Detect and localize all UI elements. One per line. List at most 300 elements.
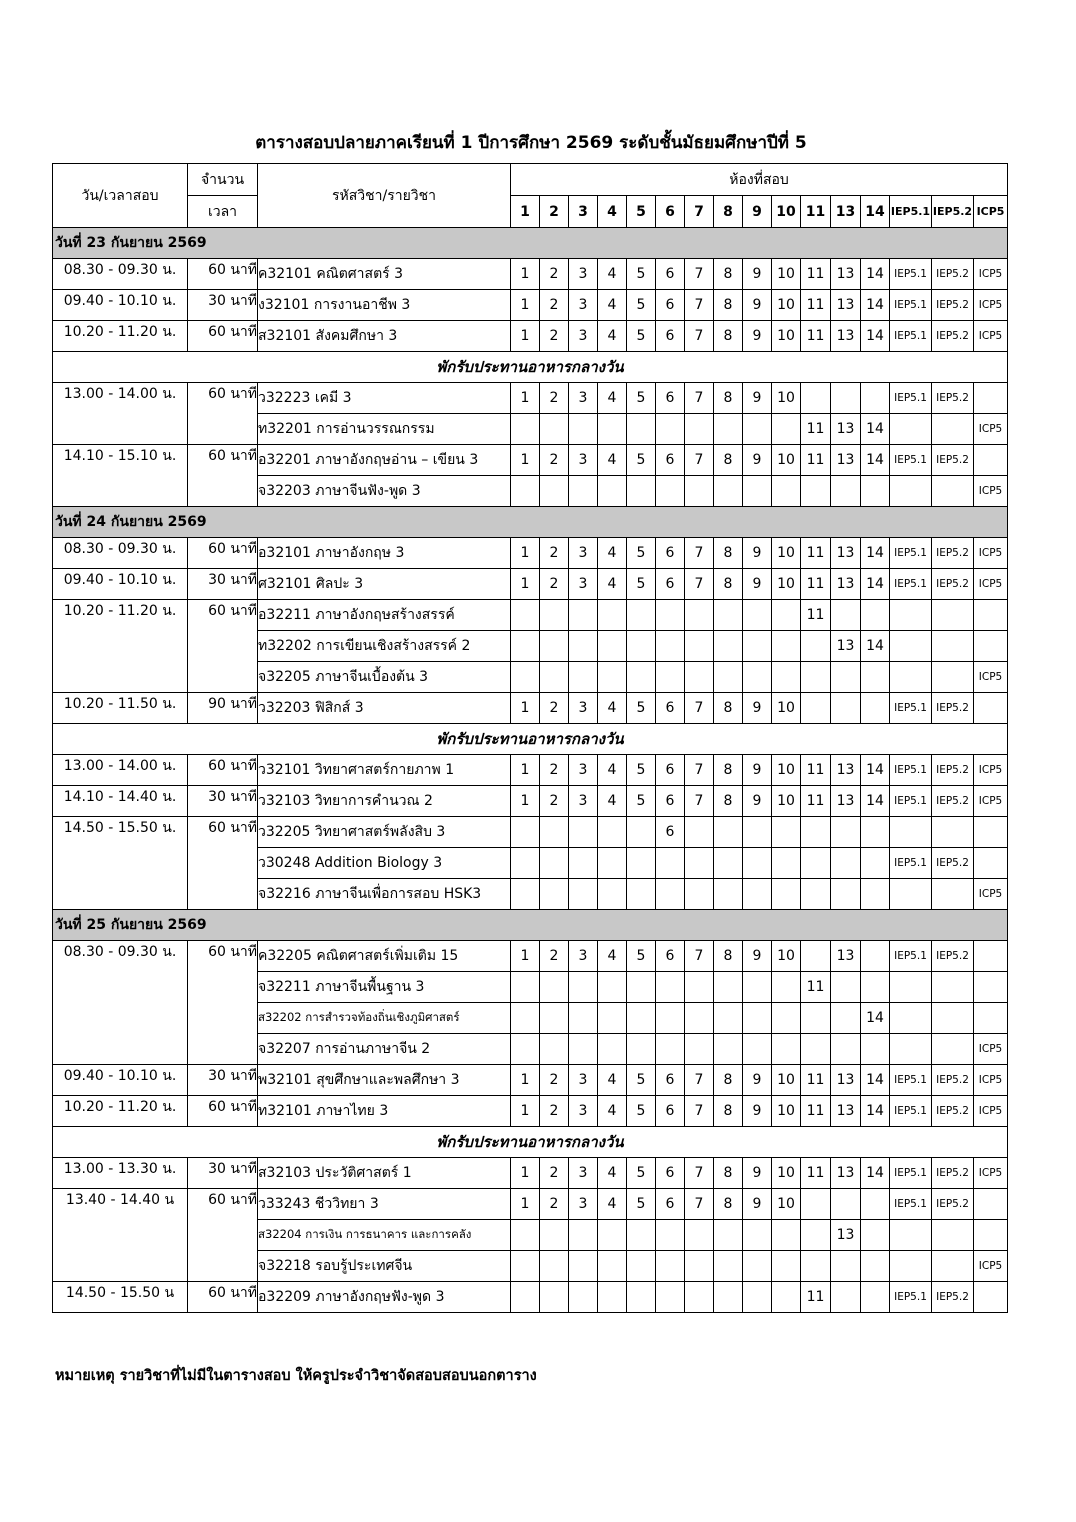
room-cell (627, 848, 656, 879)
room-cell: 13 (831, 941, 861, 972)
room-cell (627, 631, 656, 662)
room-cell (974, 1189, 1008, 1220)
room-cell: 8 (714, 321, 743, 352)
table-row (53, 383, 1008, 414)
exam-duration: 60 นาที (188, 1189, 258, 1282)
room-cell (540, 1220, 569, 1251)
room-cell (890, 1251, 932, 1282)
subject-name: พ32101 สุขศึกษาและพลศึกษา 3 (258, 1065, 511, 1096)
room-cell: ICP5 (974, 1034, 1008, 1065)
room-cell (511, 414, 540, 445)
exam-time: 14.50 - 15.50 น. (53, 817, 188, 910)
room-cell: 3 (569, 941, 598, 972)
room-cell (932, 1220, 974, 1251)
room-cell (714, 1220, 743, 1251)
room-cell (627, 1282, 656, 1313)
room-cell: 10 (772, 693, 801, 724)
room-header: IEP5.1 (890, 196, 932, 228)
room-cell (772, 817, 801, 848)
exam-time: 13.00 - 14.00 น. (53, 383, 188, 445)
room-cell (598, 1220, 627, 1251)
room-cell: 14 (861, 1065, 890, 1096)
table-row (53, 1158, 1008, 1189)
room-cell: ICP5 (974, 1158, 1008, 1189)
lunch-break-label: พักรับประทานอาหารกลางวัน (53, 352, 1008, 383)
room-cell: ICP5 (974, 414, 1008, 445)
room-cell: 9 (743, 259, 772, 290)
room-cell: 11 (801, 786, 831, 817)
room-cell: 1 (511, 1065, 540, 1096)
room-cell: 2 (540, 538, 569, 569)
exam-duration: 60 นาที (188, 1096, 258, 1127)
table-row (53, 1065, 1008, 1096)
room-cell: IEP5.1 (890, 1096, 932, 1127)
room-cell: 8 (714, 1189, 743, 1220)
room-cell (598, 600, 627, 631)
exam-duration: 30 นาที (188, 786, 258, 817)
room-cell: 11 (801, 1096, 831, 1127)
table-row (53, 1282, 1008, 1313)
exam-time: 08.30 - 09.30 น. (53, 538, 188, 569)
room-cell: 10 (772, 1096, 801, 1127)
room-cell: 11 (801, 569, 831, 600)
room-cell: IEP5.2 (932, 569, 974, 600)
room-cell (627, 1034, 656, 1065)
room-cell: IEP5.1 (890, 569, 932, 600)
subject-name: ศ32101 ศิลปะ 3 (258, 569, 511, 600)
exam-time: 13.00 - 13.30 น. (53, 1158, 188, 1189)
room-cell: 7 (685, 1189, 714, 1220)
room-cell (890, 1220, 932, 1251)
room-header: ICP5 (974, 196, 1008, 228)
room-header: 8 (714, 196, 743, 228)
header-subject: รหัสวิชา/รายวิชา (258, 164, 511, 228)
room-cell (714, 1003, 743, 1034)
room-cell: 5 (627, 755, 656, 786)
room-cell (801, 383, 831, 414)
room-cell (801, 662, 831, 693)
room-cell (801, 476, 831, 507)
subject-name: ว32223 เคมี 3 (258, 383, 511, 414)
room-cell: 1 (511, 445, 540, 476)
room-cell (569, 414, 598, 445)
room-cell (974, 941, 1008, 972)
exam-time: 09.40 - 10.10 น. (53, 569, 188, 600)
room-cell (743, 1003, 772, 1034)
room-cell (772, 1220, 801, 1251)
room-cell: 6 (656, 1158, 685, 1189)
room-cell (974, 1003, 1008, 1034)
room-cell: IEP5.1 (890, 848, 932, 879)
room-cell (627, 1003, 656, 1034)
room-cell (540, 1003, 569, 1034)
room-cell: 13 (831, 259, 861, 290)
exam-duration: 60 นาที (188, 383, 258, 445)
room-cell: 13 (831, 569, 861, 600)
room-cell: 6 (656, 693, 685, 724)
room-cell (831, 879, 861, 910)
room-cell (932, 631, 974, 662)
room-cell: 6 (656, 321, 685, 352)
room-cell (743, 848, 772, 879)
room-cell: 13 (831, 1096, 861, 1127)
room-cell (831, 817, 861, 848)
room-cell (656, 1251, 685, 1282)
lunch-break-row (53, 352, 1008, 383)
room-cell (714, 848, 743, 879)
room-cell: 8 (714, 1096, 743, 1127)
room-cell: 2 (540, 786, 569, 817)
footnote: หมายเหตุ รายวิชาที่ไม่มีในตารางสอบ ให้ครูประจำวิชาจัดสอบสอบนอกตาราง (55, 1368, 537, 1384)
exam-duration: 60 นาที (188, 259, 258, 290)
room-cell (831, 662, 861, 693)
room-cell: 13 (831, 445, 861, 476)
table-row (53, 941, 1008, 972)
room-cell (627, 1251, 656, 1282)
room-cell (743, 1251, 772, 1282)
room-cell: 7 (685, 259, 714, 290)
room-cell (656, 1220, 685, 1251)
subject-name: อ32211 ภาษาอังกฤษสร้างสรรค์ (258, 600, 511, 631)
room-cell: 2 (540, 321, 569, 352)
room-cell: 5 (627, 321, 656, 352)
room-cell (831, 848, 861, 879)
room-cell (627, 476, 656, 507)
day-row (53, 507, 1008, 538)
lunch-break-row (53, 1127, 1008, 1158)
room-cell: 9 (743, 445, 772, 476)
room-cell: 7 (685, 569, 714, 600)
room-cell (714, 600, 743, 631)
room-cell: 13 (831, 631, 861, 662)
room-cell (831, 1003, 861, 1034)
subject-name: ว32205 วิทยาศาสตร์พลังสิบ 3 (258, 817, 511, 848)
room-cell: 4 (598, 259, 627, 290)
room-cell (974, 631, 1008, 662)
room-header: 4 (598, 196, 627, 228)
room-cell (540, 1251, 569, 1282)
room-cell: IEP5.2 (932, 259, 974, 290)
room-cell: IEP5.2 (932, 321, 974, 352)
room-cell: 5 (627, 1189, 656, 1220)
room-cell: IEP5.2 (932, 848, 974, 879)
room-cell: 8 (714, 569, 743, 600)
room-cell (714, 972, 743, 1003)
room-cell: 3 (569, 569, 598, 600)
room-cell: 11 (801, 414, 831, 445)
room-cell (801, 631, 831, 662)
subject-name: ส32202 การสำรวจท้องถิ่นเชิงภูมิศาสตร์ (258, 1003, 511, 1034)
room-cell (831, 476, 861, 507)
subject-name: ว32203 ฟิสิกส์ 3 (258, 693, 511, 724)
subject-name: ส32103 ประวัติศาสตร์ 1 (258, 1158, 511, 1189)
room-cell: 7 (685, 941, 714, 972)
room-cell: 14 (861, 321, 890, 352)
room-cell: 10 (772, 538, 801, 569)
room-cell: IEP5.2 (932, 755, 974, 786)
table-row (53, 290, 1008, 321)
room-cell (656, 414, 685, 445)
room-cell (627, 879, 656, 910)
room-cell: 7 (685, 290, 714, 321)
room-cell: 5 (627, 538, 656, 569)
table-row (53, 538, 1008, 569)
exam-duration: 60 นาที (188, 445, 258, 507)
exam-duration: 60 นาที (188, 941, 258, 1065)
room-cell (974, 693, 1008, 724)
room-cell (685, 600, 714, 631)
room-cell: IEP5.2 (932, 693, 974, 724)
room-cell (861, 1220, 890, 1251)
header-rooms: ห้องที่สอบ (511, 164, 1008, 196)
room-cell (540, 476, 569, 507)
room-cell (861, 1189, 890, 1220)
room-cell (890, 972, 932, 1003)
exam-schedule-table (52, 163, 1008, 1313)
room-cell: 14 (861, 1158, 890, 1189)
room-cell: 5 (627, 1065, 656, 1096)
day-label: วันที่ 23 กันยายน 2569 (53, 228, 1008, 259)
room-cell (772, 1282, 801, 1313)
room-cell: ICP5 (974, 755, 1008, 786)
room-cell: 5 (627, 445, 656, 476)
room-cell: 9 (743, 786, 772, 817)
room-cell (685, 1003, 714, 1034)
room-cell (974, 445, 1008, 476)
room-cell: 13 (831, 321, 861, 352)
room-cell: IEP5.1 (890, 383, 932, 414)
room-cell: IEP5.1 (890, 445, 932, 476)
room-cell (540, 662, 569, 693)
room-cell (714, 879, 743, 910)
room-cell: 9 (743, 321, 772, 352)
room-cell: 3 (569, 693, 598, 724)
room-cell: 1 (511, 290, 540, 321)
room-cell (540, 879, 569, 910)
day-row (53, 228, 1008, 259)
room-cell (511, 600, 540, 631)
room-cell: 2 (540, 1189, 569, 1220)
room-cell (598, 662, 627, 693)
room-cell (974, 600, 1008, 631)
room-cell (598, 476, 627, 507)
exam-duration: 30 นาที (188, 569, 258, 600)
day-row (53, 910, 1008, 941)
room-cell: 8 (714, 1065, 743, 1096)
room-cell: 5 (627, 786, 656, 817)
room-cell: 8 (714, 445, 743, 476)
room-cell: 14 (861, 1003, 890, 1034)
room-cell (540, 600, 569, 631)
room-cell: 2 (540, 693, 569, 724)
room-cell: 7 (685, 693, 714, 724)
room-cell (511, 1251, 540, 1282)
room-cell: 6 (656, 259, 685, 290)
room-cell (974, 1220, 1008, 1251)
table-row (53, 786, 1008, 817)
exam-time: 13.00 - 14.00 น. (53, 755, 188, 786)
room-cell: 3 (569, 538, 598, 569)
room-cell: 11 (801, 755, 831, 786)
room-cell: 14 (861, 445, 890, 476)
room-cell: 4 (598, 321, 627, 352)
room-cell: 1 (511, 1096, 540, 1127)
room-cell: 4 (598, 1065, 627, 1096)
room-cell (743, 476, 772, 507)
table-row (53, 1096, 1008, 1127)
room-cell: 6 (656, 383, 685, 414)
lunch-break-label: พักรับประทานอาหารกลางวัน (53, 1127, 1008, 1158)
room-cell (598, 817, 627, 848)
room-cell (890, 476, 932, 507)
room-cell: 4 (598, 786, 627, 817)
room-cell (932, 600, 974, 631)
room-cell: IEP5.1 (890, 755, 932, 786)
room-cell: 14 (861, 786, 890, 817)
room-cell (540, 817, 569, 848)
room-cell (685, 631, 714, 662)
room-header: 3 (569, 196, 598, 228)
room-cell: 9 (743, 693, 772, 724)
room-cell (743, 879, 772, 910)
room-cell (714, 476, 743, 507)
room-cell: 14 (861, 259, 890, 290)
room-cell: ICP5 (974, 290, 1008, 321)
room-cell (540, 631, 569, 662)
room-cell (772, 476, 801, 507)
room-cell: 8 (714, 383, 743, 414)
room-cell: 10 (772, 569, 801, 600)
exam-time: 09.40 - 10.10 น. (53, 290, 188, 321)
room-cell (569, 600, 598, 631)
exam-time: 13.40 - 14.40 น (53, 1189, 188, 1282)
room-cell: 2 (540, 569, 569, 600)
exam-duration: 30 นาที (188, 1065, 258, 1096)
room-cell (801, 1251, 831, 1282)
subject-name: ท32202 การเขียนเชิงสร้างสรรค์ 2 (258, 631, 511, 662)
room-cell (598, 972, 627, 1003)
room-cell: 13 (831, 1065, 861, 1096)
room-cell: ICP5 (974, 879, 1008, 910)
exam-time: 09.40 - 10.10 น. (53, 1065, 188, 1096)
room-cell: 11 (801, 1282, 831, 1313)
room-cell: 4 (598, 445, 627, 476)
room-cell: 13 (831, 755, 861, 786)
room-cell (932, 1034, 974, 1065)
room-cell (743, 631, 772, 662)
room-cell: 5 (627, 259, 656, 290)
room-cell (569, 1003, 598, 1034)
room-cell: 11 (801, 972, 831, 1003)
room-cell (890, 600, 932, 631)
room-cell: 10 (772, 1189, 801, 1220)
room-cell: 2 (540, 1065, 569, 1096)
room-cell: 5 (627, 383, 656, 414)
room-cell: 2 (540, 1096, 569, 1127)
room-cell: 8 (714, 786, 743, 817)
room-cell: 1 (511, 383, 540, 414)
room-cell: 2 (540, 445, 569, 476)
room-cell (511, 879, 540, 910)
room-cell (685, 414, 714, 445)
room-cell (743, 1282, 772, 1313)
room-cell: 11 (801, 259, 831, 290)
room-cell (598, 1282, 627, 1313)
page-title: ตารางสอบปลายภาคเรียนที่ 1 ปีการศึกษา 2569 ระดับชั้นมัธยมศึกษาปีที่ 5 (255, 133, 807, 153)
room-cell: 7 (685, 755, 714, 786)
room-cell: 14 (861, 631, 890, 662)
room-cell: 13 (831, 414, 861, 445)
subject-name: ง32101 การงานอาชีพ 3 (258, 290, 511, 321)
room-cell: 6 (656, 445, 685, 476)
exam-duration: 60 นาที (188, 538, 258, 569)
room-cell (627, 1220, 656, 1251)
room-cell (801, 1034, 831, 1065)
room-cell: 5 (627, 941, 656, 972)
room-cell (974, 1282, 1008, 1313)
room-cell: 1 (511, 569, 540, 600)
room-cell: 4 (598, 941, 627, 972)
room-cell (861, 941, 890, 972)
room-cell: 5 (627, 290, 656, 321)
lunch-break-row (53, 724, 1008, 755)
room-cell (801, 848, 831, 879)
schedule-body (53, 228, 1008, 1313)
room-cell: 11 (801, 1158, 831, 1189)
room-cell: 1 (511, 1158, 540, 1189)
room-cell: IEP5.1 (890, 1065, 932, 1096)
room-cell (772, 1034, 801, 1065)
room-cell (831, 1189, 861, 1220)
room-cell: 7 (685, 383, 714, 414)
subject-name: ว32103 วิทยาการคำนวณ 2 (258, 786, 511, 817)
subject-name: อ32101 ภาษาอังกฤษ 3 (258, 538, 511, 569)
room-cell (801, 817, 831, 848)
room-cell (714, 1282, 743, 1313)
table-row (53, 693, 1008, 724)
room-cell (598, 631, 627, 662)
exam-duration: 30 นาที (188, 1158, 258, 1189)
room-cell (831, 693, 861, 724)
room-cell: 6 (656, 755, 685, 786)
room-cell: 4 (598, 1096, 627, 1127)
room-cell (831, 383, 861, 414)
room-cell (714, 631, 743, 662)
room-cell: 10 (772, 383, 801, 414)
header-duration-bottom: เวลา (188, 196, 258, 228)
room-cell (656, 879, 685, 910)
room-cell: 7 (685, 538, 714, 569)
room-cell (569, 879, 598, 910)
room-cell (861, 972, 890, 1003)
room-cell (511, 848, 540, 879)
room-cell: 14 (861, 1096, 890, 1127)
room-cell: 3 (569, 290, 598, 321)
room-cell (772, 662, 801, 693)
room-cell (861, 476, 890, 507)
table-row (53, 755, 1008, 786)
room-cell (598, 414, 627, 445)
room-cell: 4 (598, 569, 627, 600)
room-cell: 8 (714, 941, 743, 972)
room-cell: 14 (861, 290, 890, 321)
room-cell: IEP5.2 (932, 1282, 974, 1313)
header-row-2 (53, 196, 1008, 228)
subject-name: ค32205 คณิตศาสตร์เพิ่มเติม 15 (258, 941, 511, 972)
room-cell: IEP5.1 (890, 1189, 932, 1220)
room-cell: 9 (743, 569, 772, 600)
room-cell: 14 (861, 569, 890, 600)
